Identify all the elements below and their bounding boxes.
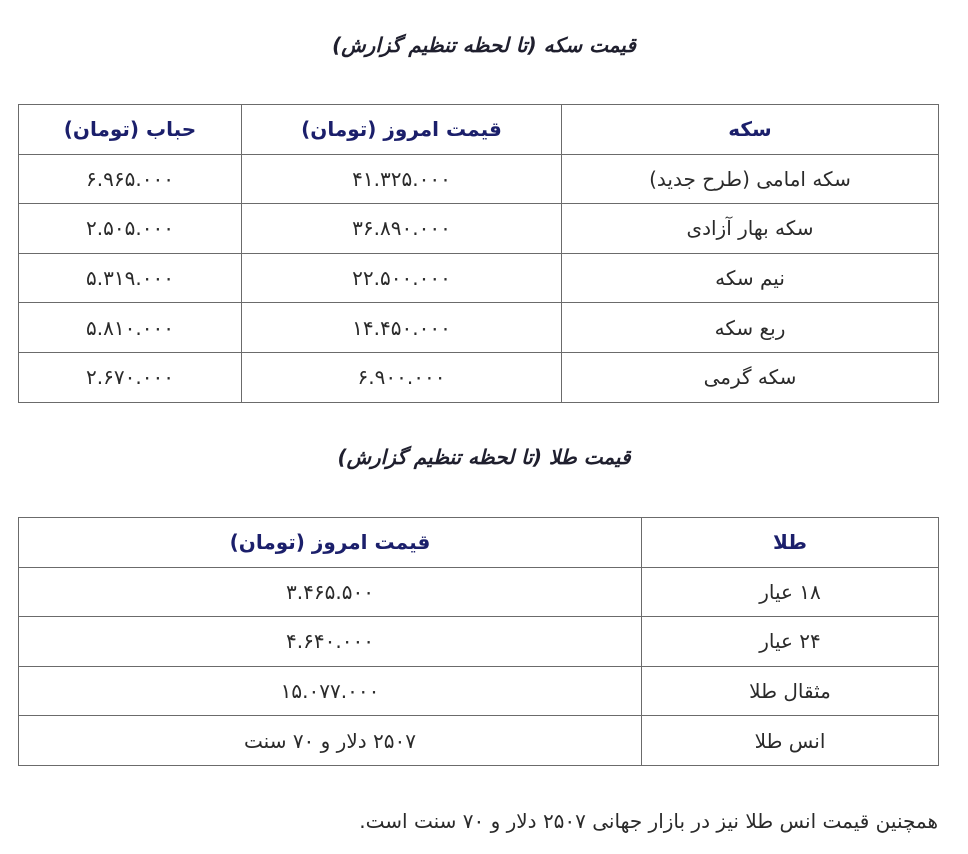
gold-price-cell: ۲۵۰۷ دلار و ۷۰ سنت — [19, 716, 642, 766]
coin-name-cell: سکه گرمی — [562, 352, 939, 402]
table-header-row — [19, 105, 939, 155]
coin-bubble-cell: ۵.۸۱۰.۰۰۰ — [19, 303, 242, 353]
coin-name-cell: سکه بهار آزادی — [562, 204, 939, 254]
coin-bubble-cell: ۵.۳۱۹.۰۰۰ — [19, 253, 242, 303]
column-header-coin: سکه — [562, 105, 939, 155]
gold-price-cell: ۱۵.۰۷۷.۰۰۰ — [19, 666, 642, 716]
coin-price-cell: ۲۲.۵۰۰.۰۰۰ — [242, 253, 562, 303]
coin-price-cell: ۳۶.۸۹۰.۰۰۰ — [242, 204, 562, 254]
gold-price-table — [18, 517, 939, 766]
coin-bubble-cell: ۲.۵۰۵.۰۰۰ — [19, 204, 242, 254]
coin-name-cell: سکه امامی (طرح جدید) — [562, 154, 939, 204]
table-row — [19, 666, 939, 716]
coin-bubble-cell: ۶.۹۶۵.۰۰۰ — [19, 154, 242, 204]
gold-price-cell: ۳.۴۶۵.۵۰۰ — [19, 567, 642, 617]
coin-price-cell: ۱۴.۴۵۰.۰۰۰ — [242, 303, 562, 353]
table-header-row — [19, 518, 939, 568]
coin-bubble-cell: ۲.۶۷۰.۰۰۰ — [19, 352, 242, 402]
coin-name-cell: نیم سکه — [562, 253, 939, 303]
table-row — [19, 617, 939, 667]
gold-name-cell: مثقال طلا — [642, 666, 939, 716]
table-row — [19, 154, 939, 204]
table-row — [19, 303, 939, 353]
column-header-bubble: حباب (تومان) — [19, 105, 242, 155]
gold-name-cell: انس طلا — [642, 716, 939, 766]
column-header-gold: طلا — [642, 518, 939, 568]
coin-price-table — [18, 104, 939, 403]
table-row — [19, 716, 939, 766]
footnote-paragraph: همچنین قیمت انس طلا نیز در بازار جهانی ۲۵۰۷ دلار و ۷۰ سنت است. — [359, 809, 938, 833]
table-row — [19, 352, 939, 402]
table-row — [19, 567, 939, 617]
gold-price-cell: ۴.۶۴۰.۰۰۰ — [19, 617, 642, 667]
coin-price-cell: ۴۱.۳۲۵.۰۰۰ — [242, 154, 562, 204]
table-row — [19, 204, 939, 254]
column-header-price: قیمت امروز (تومان) — [19, 518, 642, 568]
coin-price-cell: ۶.۹۰۰.۰۰۰ — [242, 352, 562, 402]
coin-name-cell: ربع سکه — [562, 303, 939, 353]
gold-name-cell: ۲۴ عیار — [642, 617, 939, 667]
table-row — [19, 253, 939, 303]
coin-price-title: قیمت سکه (تا لحظه تنظیم گزارش) — [332, 33, 636, 57]
gold-name-cell: ۱۸ عیار — [642, 567, 939, 617]
gold-price-title: قیمت طلا (تا لحظه تنظیم گزارش) — [337, 445, 631, 469]
column-header-price: قیمت امروز (تومان) — [242, 105, 562, 155]
